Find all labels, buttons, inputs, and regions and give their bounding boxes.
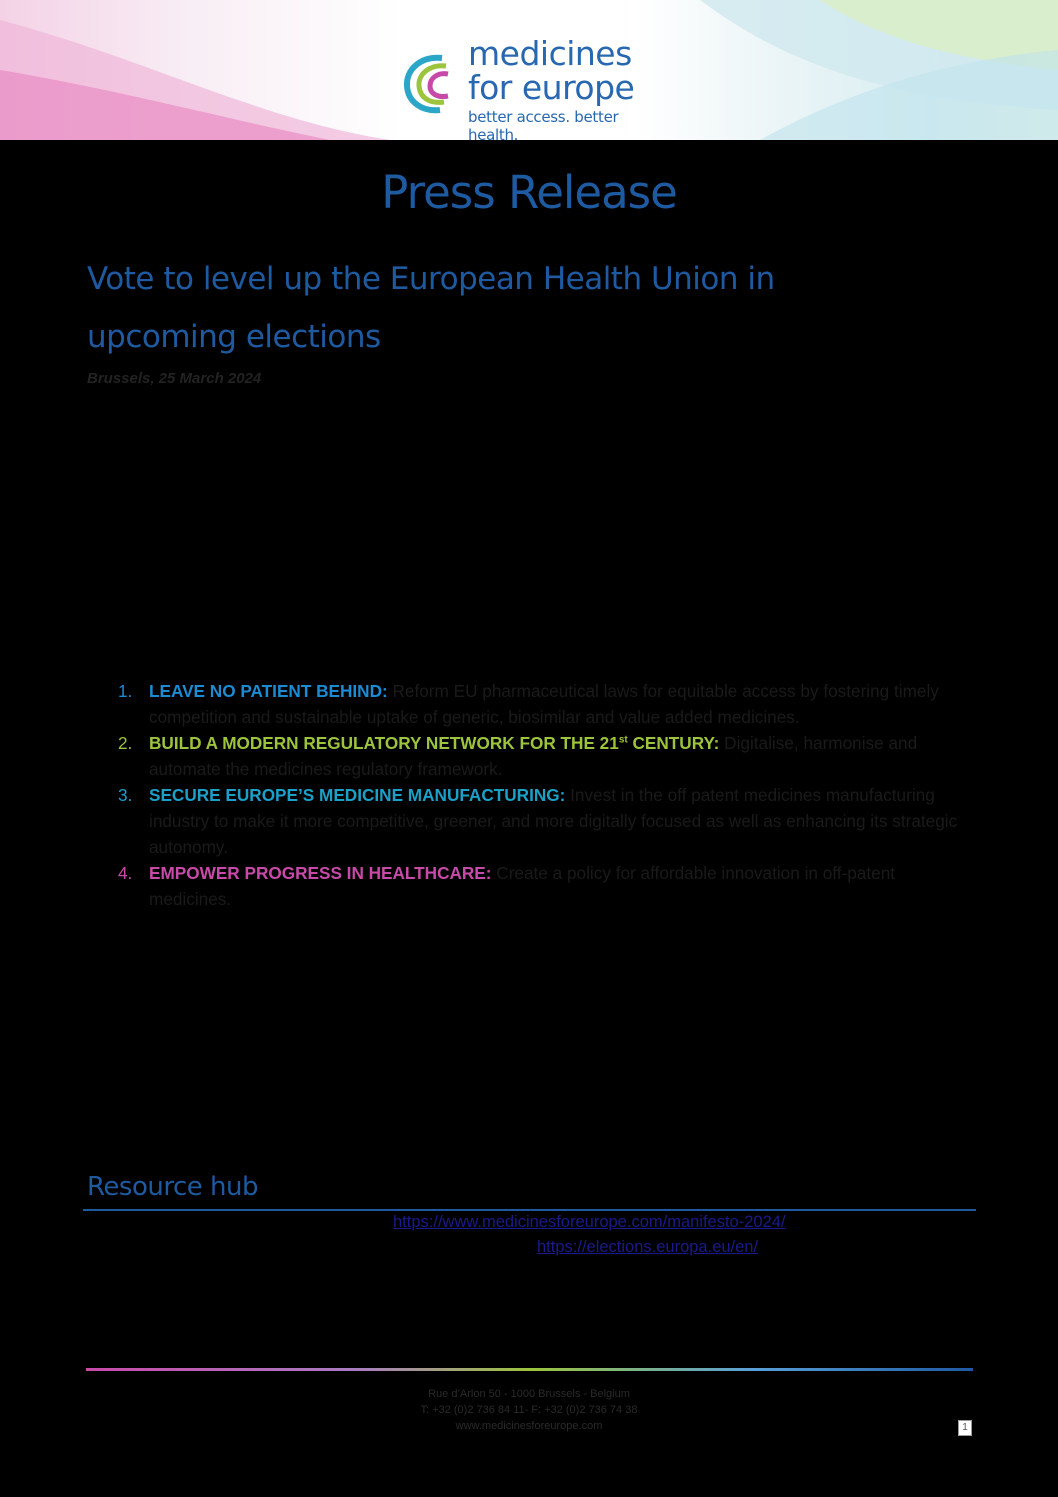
priority-label-main: BUILD A MODERN REGULATORY NETWORK FOR THE 21 [149, 733, 619, 753]
elections-link[interactable]: https://elections.europa.eu/en/ [537, 1238, 759, 1256]
footer-phone: T: +32 (0)2 736 84 11- F: +32 (0)2 736 74 38 [420, 1404, 638, 1416]
priority-text: Create a policy for affordable innovation in off-patent medicines. [149, 863, 896, 909]
resource-hub-heading: Resource hub [87, 1172, 258, 1202]
list-item [118, 678, 958, 730]
logo-tagline: better access. better health. [468, 108, 619, 140]
logo-text-line1: medicines [468, 34, 632, 73]
list-number: 4. [118, 863, 133, 883]
list-item [118, 782, 958, 860]
priority-label-end: CENTURY: [627, 733, 720, 753]
priority-text: Invest in the off patent medicines manufacturing industry to make it more competitive, greener, and more digitally focused as well as enhancing its strategic autonomy. [149, 785, 958, 857]
footer-website: www.medicinesforeurope.com [455, 1420, 603, 1432]
priority-label [149, 733, 719, 753]
footer-divider [86, 1368, 973, 1371]
list-item [118, 730, 958, 782]
manifesto-link[interactable]: https://www.medicinesforeurope.com/manifesto-2024/ [393, 1213, 786, 1231]
list-item [118, 860, 958, 912]
list-number: 3. [118, 785, 133, 805]
headline [87, 250, 947, 366]
priority-label-superscript: st [618, 734, 628, 746]
footer [0, 1386, 1058, 1434]
priority-label: LEAVE NO PATIENT BEHIND: [149, 681, 388, 701]
footer-address: Rue d’Arlon 50 - 1000 Brussels - Belgium [428, 1388, 630, 1400]
priority-text: Digitalise, harmonise and automate the medicines regulatory framework. [149, 733, 918, 779]
headline-line-1: Vote to level up the European Health Union in [87, 261, 775, 297]
priority-text: Reform EU pharmaceutical laws for equitable access by fostering timely competition and sustainable uptake of generic, biosimilar and value added medicines. [149, 681, 939, 727]
dateline: Brussels, 25 March 2024 [87, 370, 262, 387]
page-number: 1 [958, 1420, 972, 1436]
logo-swirl-icon [402, 52, 462, 116]
resource-hub-divider [83, 1209, 976, 1211]
priority-label: SECURE EUROPE’S MEDICINE MANUFACTURING: [149, 785, 566, 805]
header-banner [0, 0, 1058, 140]
headline-line-2: upcoming elections [87, 319, 381, 355]
priority-label: EMPOWER PROGRESS IN HEALTHCARE: [149, 863, 492, 883]
medicines-for-europe-logo [402, 34, 662, 140]
list-number: 1. [118, 681, 133, 701]
page-title: Press Release [381, 166, 677, 219]
list-number: 2. [118, 733, 133, 753]
priorities-list [118, 678, 958, 912]
logo-text-line2: for europe [468, 68, 635, 107]
